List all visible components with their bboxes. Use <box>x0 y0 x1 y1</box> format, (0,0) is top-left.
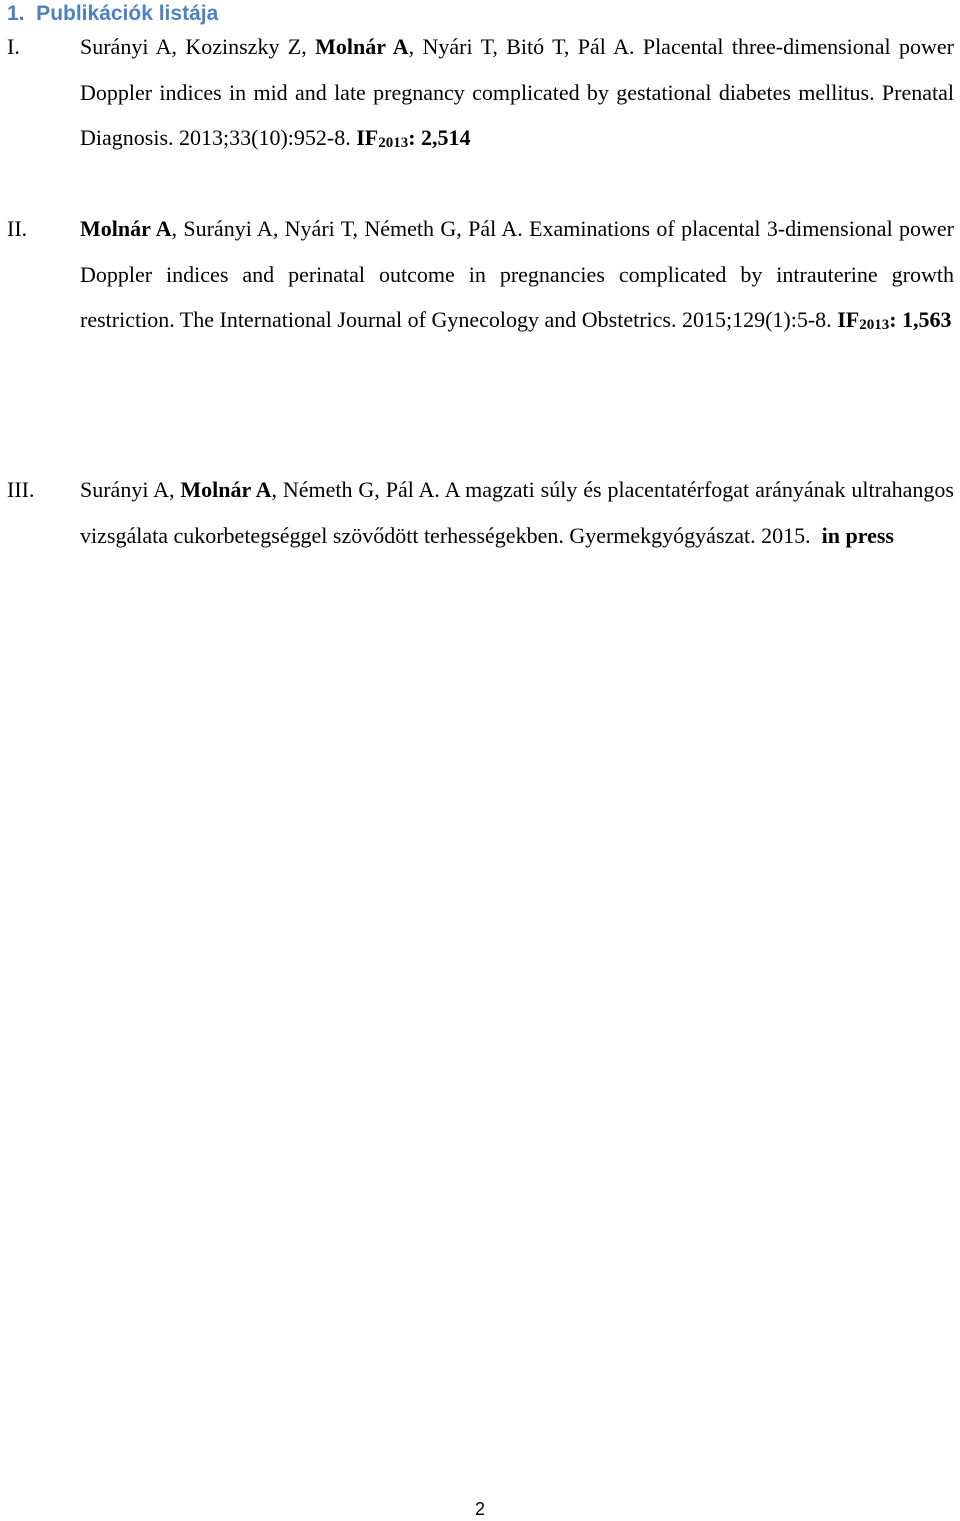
author-highlight: Molnár A <box>180 477 272 502</box>
publication-authors: , Nyári T, Bitó T, Pál A. <box>408 34 643 59</box>
impact-factor-year: 2013 <box>378 135 409 151</box>
impact-factor <box>837 307 951 332</box>
publication-numeral: III. <box>7 477 35 502</box>
publication-numeral: II. <box>7 216 28 241</box>
publication-text <box>80 467 954 558</box>
publication-citation: Examinations of placental 3-dimensional power Doppler indices and perinatal outcome in pregnancies complicated by intrauterine growth restriction. The International Journal of Gynecology and Obstetrics. 2015;129(1):5-8. <box>80 216 955 332</box>
publication-authors: Surányi A, Kozinszky Z, <box>80 34 316 59</box>
impact-factor-value: : 2,514 <box>408 125 471 150</box>
impact-factor-label: IF <box>837 307 860 332</box>
publication-entry <box>7 467 954 558</box>
author-highlight: Molnár A <box>315 34 409 59</box>
page-number: 2 <box>474 1499 485 1519</box>
publication-authors: Surányi A, <box>80 477 181 502</box>
publication-entry <box>7 206 954 343</box>
publication-authors: , Surányi A, Nyári T, Németh G, Pál A. <box>171 216 530 241</box>
impact-factor-year: 2013 <box>859 317 890 333</box>
publication-text <box>80 206 954 343</box>
author-highlight: Molnár A <box>80 216 172 241</box>
impact-factor-label: IF <box>356 125 379 150</box>
publication-status: in press <box>821 522 894 548</box>
publication-numeral: I. <box>7 34 20 59</box>
section-heading: 1. Publikációk listája <box>7 2 219 25</box>
publication-entry <box>7 24 954 161</box>
impact-factor-value: : 1,563 <box>889 307 952 332</box>
publication-text <box>80 24 954 161</box>
impact-factor <box>356 125 470 150</box>
publication-citation: A magzati súly és placentatérfogat arányának ultrahangos vizsgálata cukorbetegséggel szövődött terhességekben. Gyermekgyógyászat. 2015. <box>80 477 954 548</box>
publication-citation: Placental three-dimensional power Doppler indices in mid and late pregnancy complicated by gestational diabetes mellitus. Prenatal Diagnosis. 2013;33(10):952-8. <box>80 34 955 150</box>
publication-authors: , Németh G, Pál A. <box>271 477 445 502</box>
